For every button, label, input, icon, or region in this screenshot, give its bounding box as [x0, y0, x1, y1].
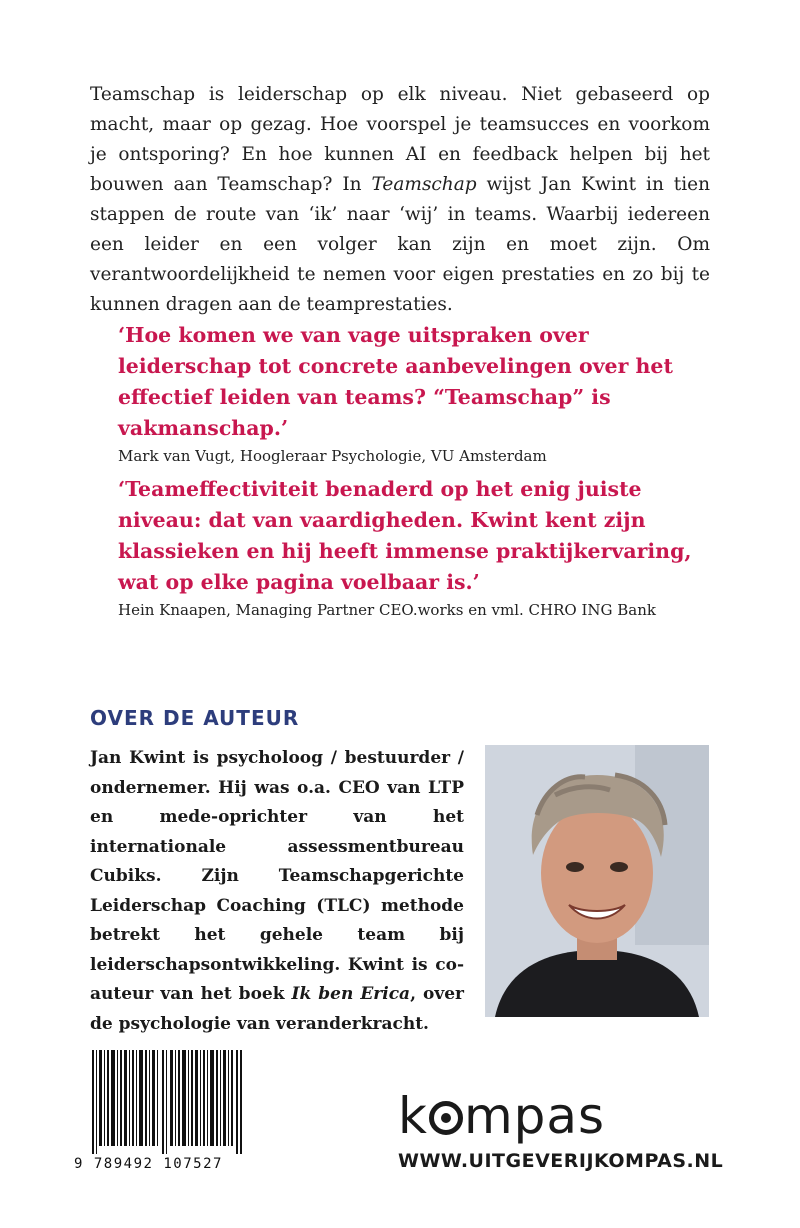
author-section-heading: OVER DE AUTEUR: [90, 706, 300, 730]
author-photo: [485, 745, 709, 1017]
blurb-text-2: wijst Jan Kwint in tien stappen de route van ‘ik’ naar ‘wij’ in teams. Waarbij iedereen een leider en een volger kan zijn en moet zijn. Om verantwoordelijkheid te nemen voor eigen prestaties en zo bij te kunnen dragen aan de teamprestaties.: [90, 174, 711, 315]
quote-text: ‘Hoe komen we van vage uitspraken over leiderschap tot concrete aanbevelingen over het effectief leiden van teams? “Teamschap” is vakmanschap.’: [118, 323, 673, 440]
back-cover-blurb: [90, 80, 710, 320]
quote-attribution: Mark van Vugt, Hoogleraar Psychologie, VU Amsterdam: [118, 447, 547, 465]
isbn-barcode: [74, 1050, 242, 1178]
author-portrait-illustration: [485, 745, 709, 1017]
publisher-logo: [398, 1088, 605, 1144]
logo-eye-icon: [429, 1101, 463, 1135]
barcode-bars: [92, 1050, 242, 1154]
quote-attribution: Hein Knaapen, Managing Partner CEO.works en vml. CHRO ING Bank: [118, 601, 656, 619]
logo-text-start: k: [398, 1087, 428, 1145]
author-bio: [90, 744, 464, 1039]
endorsement-quote-1: [118, 320, 710, 466]
blurb-book-title: Teamschap: [371, 174, 477, 195]
bio-book-title: Ik ben Erica: [291, 984, 411, 1004]
logo-text-end: mpas: [463, 1087, 606, 1145]
endorsement-quote-2: [118, 474, 710, 620]
bio-text-1: Jan Kwint is psycholoog / bestuurder / ondernemer. Hij was o.a. CEO van LTP en mede-oprichter van het internationale assessmentbureau Cubiks. Zijn Teamschapgerichte Leiderschap Coaching (TLC) methode betrekt het gehele team bij leiderschapsontwikkeling. Kwint is co-auteur van het boek: [90, 748, 464, 1004]
quote-text: ‘Teameffectiviteit benaderd op het enig juiste niveau: dat van vaardigheden. Kwint kent zijn klassieken en hij heeft immense praktijkervaring, wat op elke pagina voelbaar is.’: [118, 477, 692, 594]
publisher-website[interactable]: WWW.UITGEVERIJKOMPAS.NL: [398, 1150, 724, 1172]
isbn-digits: 9 789492 107527: [74, 1156, 223, 1172]
bio-text-2: , over de psychologie van veranderkracht.: [90, 984, 464, 1034]
blurb-text-1: Teamschap is leiderschap op elk niveau. Niet gebaseerd op macht, maar op gezag. Hoe voorspel je teamsucces en voorkom je ontsporing? En hoe kunnen AI en feedback helpen bij het bouwen aan Teamschap? In: [90, 84, 710, 195]
